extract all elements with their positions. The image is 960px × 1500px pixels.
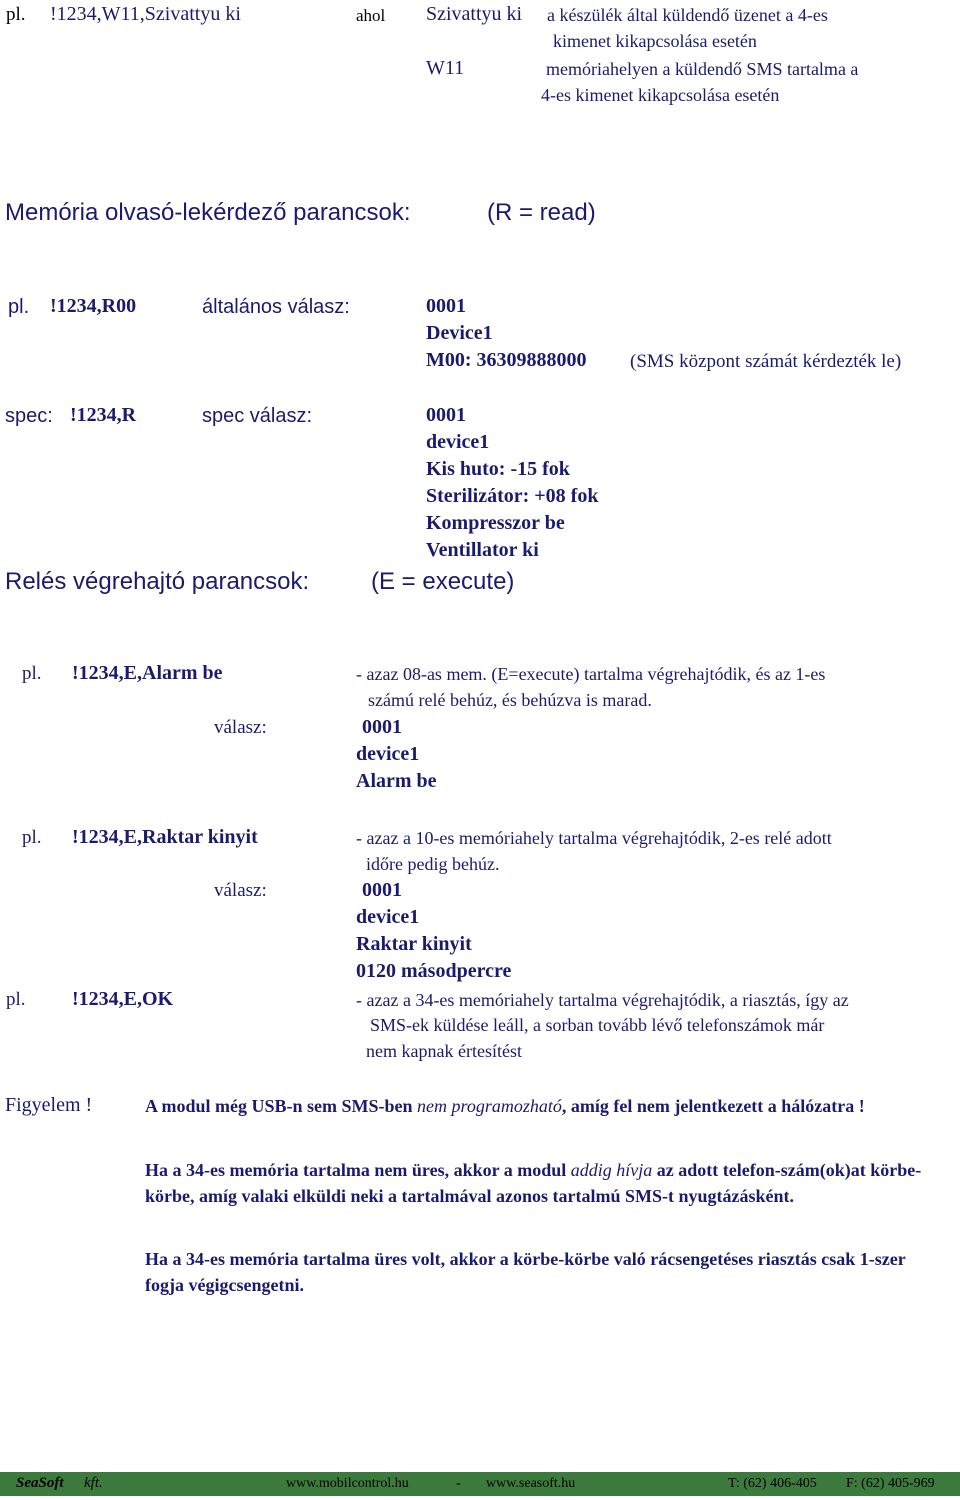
section-heading-read: Memória olvasó-lekérdező parancsok: [5,199,411,226]
footer-link-mobilcontrol[interactable]: www.mobilcontrol.hu [286,1476,409,1491]
emphasis-text: addig hívja [570,1160,653,1180]
command-desc: időre pedig behúz. [366,854,500,874]
emphasis-text: nem programozható [417,1096,562,1116]
warning-label: Figyelem ! [5,1094,93,1116]
command-text: !1234,E,OK [72,988,174,1010]
response-line: 0001 [426,295,466,317]
command-desc: SMS-ek küldése leáll, a sorban tovább lévő telefonszámok már [370,1015,825,1035]
response-line: Kis huto: -15 fok [426,458,570,480]
warning-paragraph-empty: Ha a 34-es memória tartalma üres volt, akkor a körbe-körbe való rácsengetéses riasztás csak 1-szer fogja végigcsengetni. [145,1249,906,1295]
command-desc: nem kapnak értesítést [366,1041,522,1061]
response-line: 0120 másodpercre [356,960,512,982]
example-prefix: pl. [22,663,42,684]
term-desc-line: memóriahelyen a küldendő SMS tartalma a [546,59,859,79]
section-heading-execute: Relés végrehajtó parancsok: [5,568,310,595]
example-prefix: pl. [8,296,30,318]
response-note: (SMS központ számát kérdezték le) [630,351,902,372]
example-prefix: spec: [5,405,53,427]
term-desc-line: a készülék által küldendő üzenet a 4-es [547,5,828,25]
response-label: általános válasz: [202,296,350,318]
response-line: 0001 [426,404,466,426]
response-line: Device1 [426,322,493,344]
command-text: !1234,R00 [50,295,137,317]
response-line: 0001 [362,879,402,901]
response-label: válasz: [214,717,267,738]
response-line: Kompresszor be [426,512,565,534]
command-desc: számú relé behúz, és behúzva is marad. [368,690,652,710]
command-text: !1234,E,Alarm be [72,662,223,684]
command-desc: - azaz 08-as mem. (E=execute) tartalma végrehajtódik, és az 1-es [356,664,826,684]
response-line: device1 [356,906,420,928]
command-desc: - azaz a 34-es memóriahely tartalma végrehajtódik, a riasztás, így az [356,990,849,1010]
response-line: device1 [356,743,420,765]
example-prefix: pl. [22,827,42,848]
command-desc: - azaz a 10-es memóriahely tartalma végrehajtódik, 2-es relé adott [356,828,832,848]
brand-suffix: kft. [84,1475,103,1491]
command-text: !1234,W11,Szivattyu ki [50,3,241,25]
warning-paragraph-usb: A modul még USB-n sem SMS-ben nem programozható, amíg fel nem jelentkezett a hálózatra ! [145,1096,865,1116]
response-line: M00: 36309888000 [426,349,587,371]
footer-separator: - [456,1476,461,1491]
response-line: Raktar kinyit [356,933,472,955]
example-prefix: pl. [6,4,26,25]
warning-paragraph-calling: Ha a 34-es memória tartalma nem üres, akkor a modul addig hívja az adott telefon-szám(ok)at körbe-körbe, amíg valaki elküldi neki a tartalmával azonos tartalmú SMS-t nyugtázásként. [145,1160,922,1206]
footer-link-seasoft[interactable]: www.seasoft.hu [486,1476,576,1491]
footer-phone: T: (62) 406-405 [728,1476,817,1491]
command-text: !1234,R [70,404,137,426]
term-w11: W11 [426,57,465,79]
response-line: 0001 [362,716,402,738]
response-line: Sterilizátor: +08 fok [426,485,599,507]
term-desc-line: 4-es kimenet kikapcsolása esetén [541,85,780,105]
brand-name: SeaSoft [16,1475,64,1491]
response-label: válasz: [214,880,267,901]
page-footer [0,1472,960,1496]
command-text: !1234,E,Raktar kinyit [72,826,258,848]
response-line: device1 [426,431,490,453]
where-label: ahol [356,6,386,25]
example-prefix: pl. [6,989,26,1010]
response-line: Alarm be [356,770,437,792]
response-line: Ventillator ki [426,539,539,561]
read-mode: (R = read) [487,199,596,226]
term-szivattyu: Szivattyu ki [426,3,523,25]
footer-fax: F: (62) 405-969 [846,1476,935,1491]
execute-mode: (E = execute) [371,568,515,595]
response-label: spec válasz: [202,405,313,427]
term-desc-line: kimenet kikapcsolása esetén [553,31,757,51]
